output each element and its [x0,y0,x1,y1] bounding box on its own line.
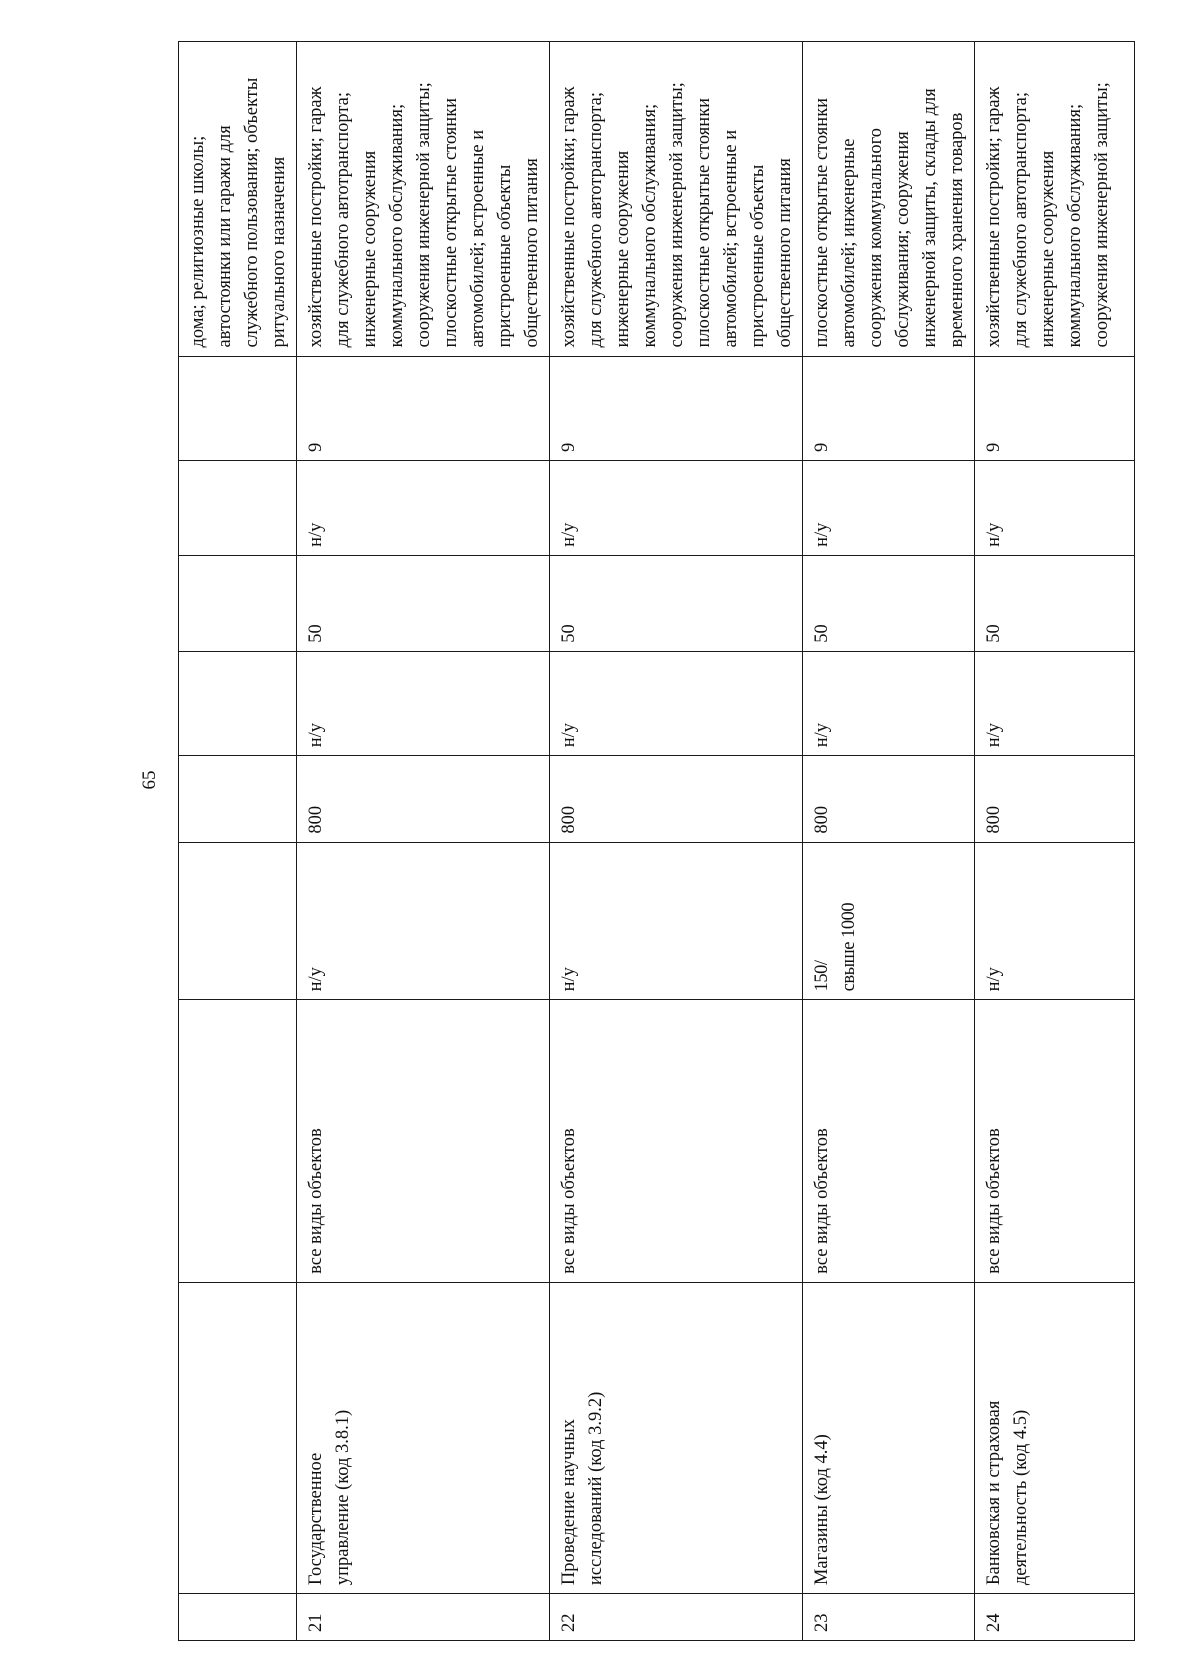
text-line: 150/ [812,960,832,992]
cell-objects: все виды объектов [297,1000,550,1282]
cell-allowed [550,42,803,357]
cell-c5: н/у [975,461,1135,556]
cell-c6: 9 [975,356,1135,460]
text-line: плоскостные открытые стоянки [441,97,461,348]
cell-c2 [179,756,297,842]
text-line: коммунального обслуживания; [387,103,407,348]
text-line: для служебного автотранспорта; [333,91,353,348]
table-row [550,42,803,1641]
cell-name [179,1282,297,1593]
cell-c1 [803,842,975,1000]
cell-c6: 9 [297,356,550,460]
cell-allowed [975,42,1135,357]
text-line: плоскостные открытые стоянки [694,97,714,348]
text-line: Государственное [306,1452,326,1586]
table-row [975,42,1135,1641]
text-line: автомобилей; встроенные и [721,129,741,348]
cell-c2: 800 [550,756,803,842]
cell-c6: 9 [803,356,975,460]
cell-c4 [179,555,297,651]
text-line: Банковская и страховая [984,1400,1004,1586]
cell-allowed [297,42,550,357]
cell-c5: н/у [297,461,550,556]
cell-allowed [179,42,297,357]
rotated-table-container [178,41,1120,1641]
cell-num: 22 [550,1594,803,1641]
cell-num: 24 [975,1594,1135,1641]
table-row [297,42,550,1641]
text-line: Проведение научных [559,1419,579,1586]
text-line: дома; религиозные школы; [188,135,208,348]
text-line: хозяйственные постройки; гараж [984,86,1004,348]
cell-c3: н/у [803,651,975,755]
cell-objects: все виды объектов [803,1000,975,1282]
cell-c1 [975,842,1135,1000]
cell-c3 [179,651,297,755]
text-line: инженерной защиты, склады для [920,88,940,348]
text-line: деятельность (код 4.5) [1011,1409,1031,1586]
cell-c2: 800 [975,756,1135,842]
cell-num: 23 [803,1594,975,1641]
text-line: общественного питания [775,158,795,348]
cell-c1 [297,842,550,1000]
cell-c6 [179,356,297,460]
zoning-table [178,41,1135,1641]
text-line: исследований (код 3.9.2) [586,1391,606,1586]
cell-name [803,1282,975,1593]
text-line: инженерные сооружения [1038,150,1058,348]
text-line: временного хранения товаров [947,112,967,348]
cell-c2: 800 [297,756,550,842]
text-line: автомобилей; инженерные [839,138,859,348]
text-line: сооружения инженерной защиты; [414,82,434,348]
text-line: сооружения коммунального [866,128,886,348]
cell-c2: 800 [803,756,975,842]
cell-name [550,1282,803,1593]
cell-allowed [803,42,975,357]
text-line: для служебного автотранспорта; [586,91,606,348]
cell-c4: 50 [550,555,803,651]
text-line: управление (код 3.8.1) [333,1409,353,1586]
table-row [803,42,975,1641]
table-row-continuation [179,42,297,1641]
cell-c5 [179,461,297,556]
text-line: н/у [559,967,579,992]
text-line: сооружения инженерной защиты; [667,82,687,348]
cell-c3: н/у [975,651,1135,755]
text-line: коммунального обслуживания; [1065,103,1085,348]
cell-c3: н/у [297,651,550,755]
cell-c6: 9 [550,356,803,460]
cell-c4: 50 [297,555,550,651]
text-line: свыше 1000 [839,902,859,992]
text-line: автостоянки или гаражи для [215,125,235,348]
cell-name [297,1282,550,1593]
text-line: пристроенные объекты [748,164,768,348]
text-line: коммунального обслуживания; [640,103,660,348]
text-line: Магазины (код 4.4) [812,1434,832,1586]
text-line: хозяйственные постройки; гараж [306,86,326,348]
text-line: для служебного автотранспорта; [1011,91,1031,348]
text-line: плоскостные открытые стоянки [812,97,832,348]
text-line: обслуживания; сооружения [893,131,913,348]
cell-objects: все виды объектов [550,1000,803,1282]
cell-num: 21 [297,1594,550,1641]
cell-objects: все виды объектов [975,1000,1135,1282]
text-line: инженерные сооружения [613,150,633,348]
text-line: сооружения инженерной защиты; [1092,82,1112,348]
cell-c5: н/у [550,461,803,556]
cell-c4: 50 [975,555,1135,651]
text-line: служебного пользования; объекты [242,77,262,348]
text-line: пристроенные объекты [495,164,515,348]
cell-name [975,1282,1135,1593]
page-number: 65 [139,770,160,790]
text-line: инженерные сооружения [360,150,380,348]
cell-num [179,1594,297,1641]
text-line: н/у [306,967,326,992]
cell-c4: 50 [803,555,975,651]
text-line: ритуального назначения [269,156,289,348]
cell-c1 [179,842,297,1000]
text-line: автомобилей; встроенные и [468,129,488,348]
cell-objects [179,1000,297,1282]
text-line: общественного питания [522,158,542,348]
text-line: хозяйственные постройки; гараж [559,86,579,348]
cell-c3: н/у [550,651,803,755]
cell-c5: н/у [803,461,975,556]
cell-c1 [550,842,803,1000]
text-line: н/у [984,967,1004,992]
